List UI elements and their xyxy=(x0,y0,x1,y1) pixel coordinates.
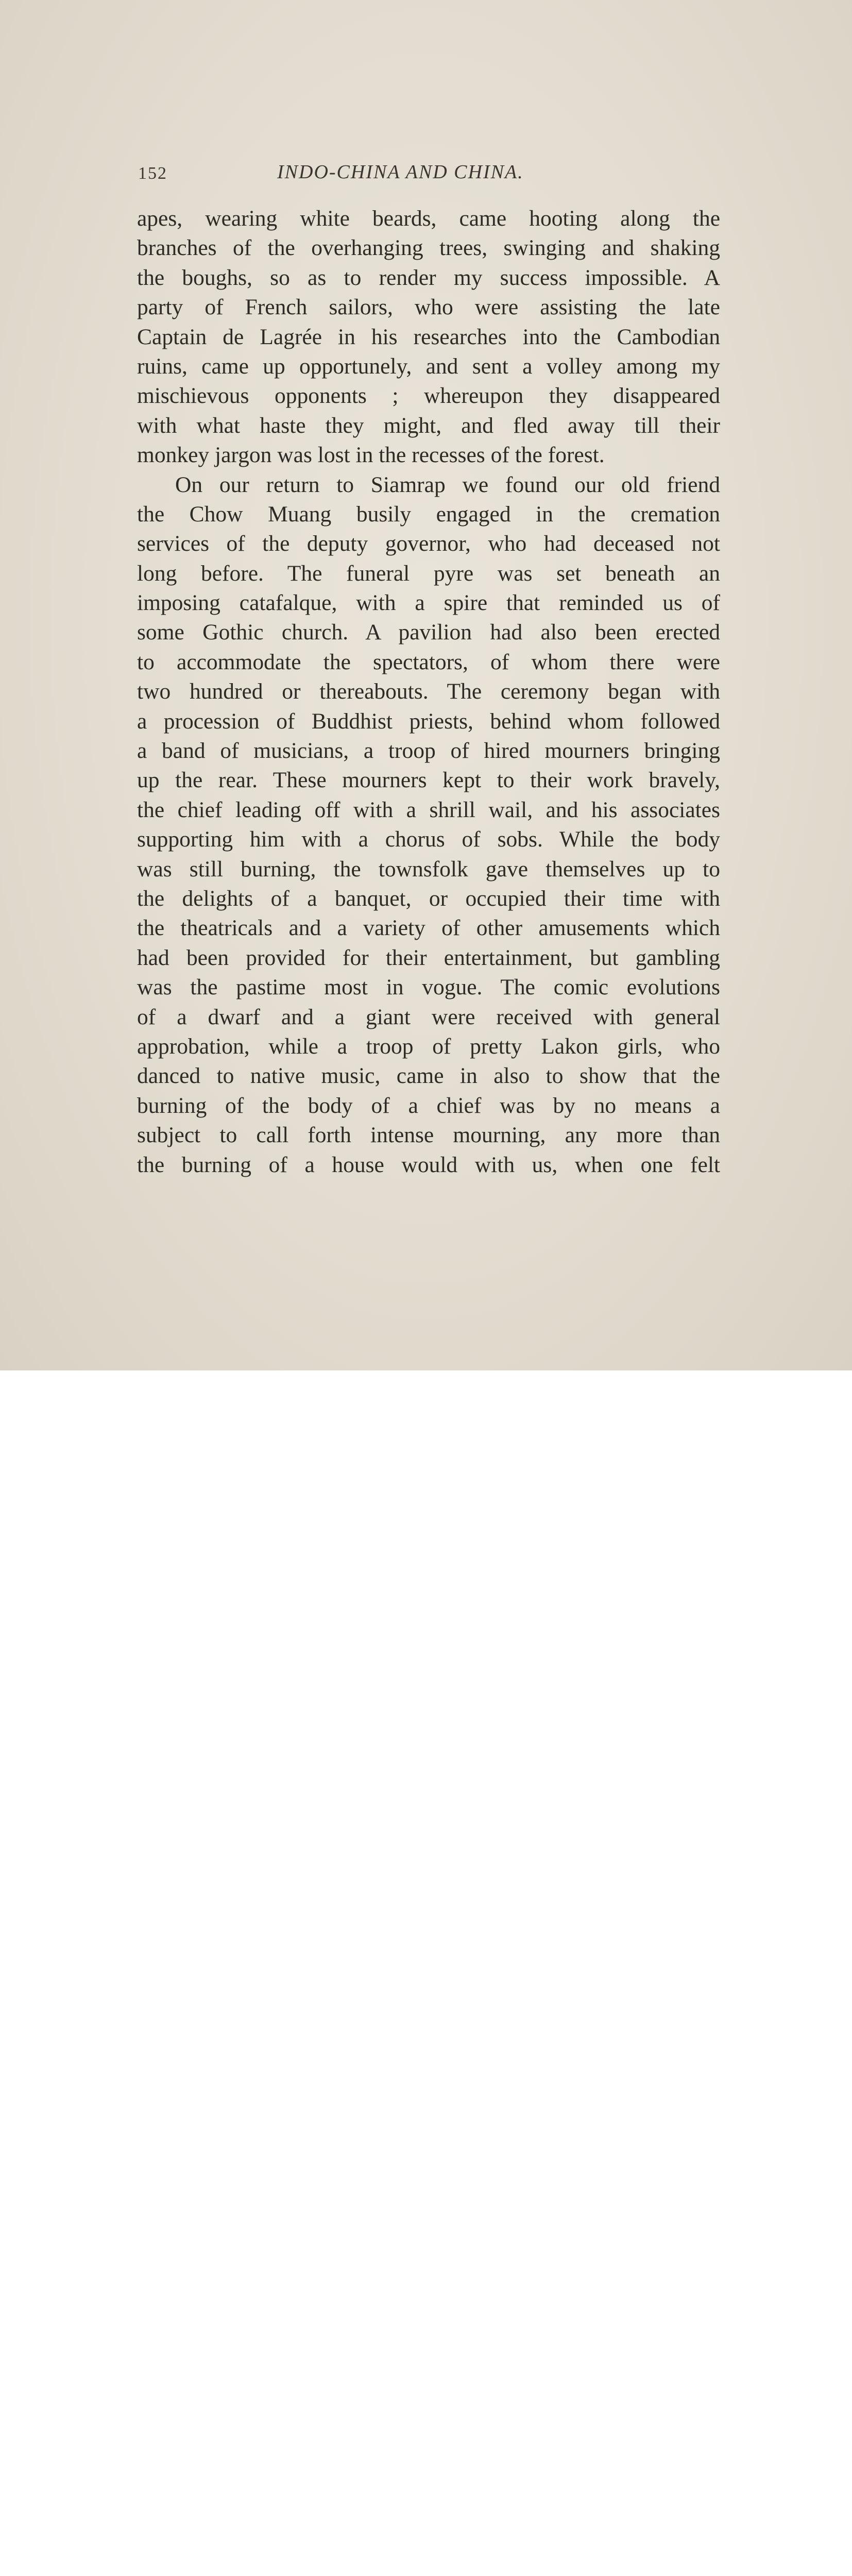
text-line: imposing catafalque, with a spire that reminded us of xyxy=(137,590,720,616)
text-line: On our return to Siamrap we found our old friend xyxy=(175,472,720,497)
text-line: subject to call forth intense mourning, any more than xyxy=(137,1123,720,1148)
text-line: danced to native music, came in also to show that the xyxy=(137,1063,720,1089)
text-line: the Chow Muang busily engaged in the cremation xyxy=(137,501,720,527)
text-line: was the pastime most in vogue. The comic evolutions xyxy=(137,975,720,1000)
text-line: a procession of Buddhist priests, behind whom followed xyxy=(137,708,720,734)
text-line: Captain de Lagrée in his researches into the Cambodian xyxy=(137,324,720,349)
text-line: of a dwarf and a giant were received with general xyxy=(137,1004,720,1029)
paragraph xyxy=(137,204,720,470)
text-line: the chief leading off with a shrill wail, and his associates xyxy=(137,797,720,822)
text-line: was still burning, the townsfolk gave themselves up to xyxy=(137,856,720,882)
text-line: the boughs, so as to render my success impossible. A xyxy=(137,265,720,290)
running-head: INDO-CHINA AND CHINA. xyxy=(277,161,524,183)
text-line: long before. The funeral pyre was set beneath an xyxy=(137,561,720,586)
text-line: services of the deputy governor, who had deceased not xyxy=(137,531,720,556)
text-line: the theatricals and a variety of other amusements which xyxy=(137,916,720,941)
text-line: approbation, while a troop of pretty Lakon girls, who xyxy=(137,1033,720,1059)
text-line: burning of the body of a chief was by no means a xyxy=(137,1093,720,1118)
text-line: supporting him with a chorus of sobs. While the body xyxy=(137,827,720,852)
text-line: a band of musicians, a troop of hired mourners bringing xyxy=(137,738,720,764)
text-line: the delights of a banquet, or occupied their time with xyxy=(137,886,720,911)
text-line: monkey jargon was lost in the recesses of the forest. xyxy=(137,443,605,468)
page-number: 152 xyxy=(138,164,167,183)
text-line: mischievous opponents ; whereupon they disappeared xyxy=(137,383,720,409)
paragraph xyxy=(137,470,720,1180)
text-line: had been provided for their entertainment, but gambling xyxy=(137,945,720,970)
archive-footer xyxy=(0,1370,852,1491)
text-line: branches of the overhanging trees, swinging and shaking xyxy=(137,235,720,261)
text-line: ruins, came up opportunely, and sent a volley among my xyxy=(137,353,720,379)
text-line: with what haste they might, and fled away till their xyxy=(137,413,720,438)
text-line: party of French sailors, who were assisting the late xyxy=(137,295,720,320)
text-line: apes, wearing white beards, came hooting along the xyxy=(137,206,720,231)
page-header xyxy=(138,161,720,187)
body-text xyxy=(137,204,720,1180)
text-line: two hundred or thereabouts. The ceremony began with xyxy=(137,679,720,704)
text-line: the burning of a house would with us, when one felt xyxy=(137,1152,720,1177)
text-line: up the rear. These mourners kept to their work bravely, xyxy=(137,768,720,793)
text-line: to accommodate the spectators, of whom there were xyxy=(137,649,720,674)
text-line: some Gothic church. A pavilion had also been erected xyxy=(137,620,720,645)
